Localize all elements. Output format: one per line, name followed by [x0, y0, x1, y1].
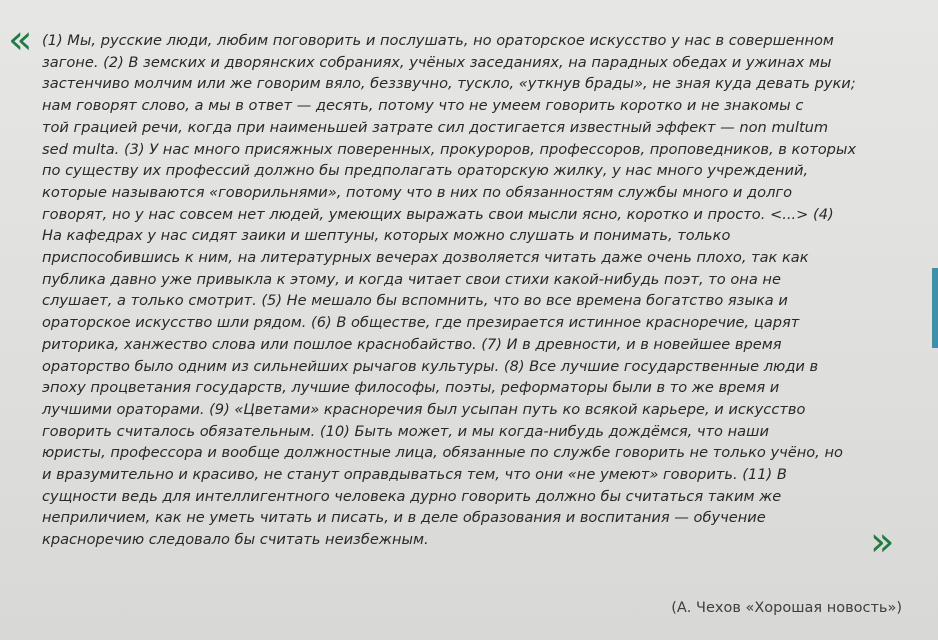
text-line: публика давно уже привыкла к этому, и когда читает свои стихи какой-нибудь поэт, то она не	[42, 270, 781, 288]
close-quote-mark: »	[870, 519, 895, 565]
text-line: неприличием, как не уметь читать и писать, и в деле образования и воспитания — обучение	[42, 509, 766, 527]
text-line: юристы, профессора и вообще должностные лица, обязанные по службе говорить не только учёно, но	[42, 444, 843, 462]
text-line: говорить считалось обязательным. (10) Быть может, и мы когда-нибудь дождёмся, что наши	[42, 422, 769, 440]
text-line: которые называются «говорильнями», потому что в них по обязанностям службы много и долго	[42, 183, 793, 201]
text-line: слушает, а только смотрит. (5) Не мешало бы вспомнить, что во все времена богатство языка и	[42, 292, 788, 310]
text-line: по существу их профессий должно бы предполагать ораторскую жилку, у нас много учреждений,	[42, 162, 809, 180]
text-line: красноречию следовало бы считать неизбежным.	[42, 531, 429, 549]
text-line: сущности ведь для интеллигентного человека дурно говорить должно бы считаться таким же	[42, 487, 782, 505]
open-quote-mark: «	[8, 17, 33, 63]
text-line: говорят, но у нас совсем нет людей, умеющих выражать свои мысли ясно, коротко и просто. <...> (4)	[42, 205, 834, 223]
text-line: риторика, ханжество слова или пошлое краснобайство. (7) И в древности, и в новейшее время	[42, 335, 782, 353]
text-line: На кафедрах у нас сидят заики и шептуны, которых можно слушать и понимать, только	[42, 227, 731, 245]
text-line: застенчиво молчим или же говорим вяло, беззвучно, тускло, «уткнув брады», не зная куда девать руки;	[42, 75, 856, 93]
text-line: той грацией речи, когда при наименьшей затрате сил достигается известный эффект — non multum	[42, 118, 829, 136]
side-scroll-accent	[932, 268, 938, 348]
text-line: и вразумительно и красиво, не станут оправдываться тем, что они «не умеют» говорить. (11) В	[42, 466, 787, 484]
text-line: загоне. (2) В земских и дворянских собраниях, учёных заседаниях, на парадных обедах и ужинах мы	[42, 53, 832, 71]
text-line: sed multa. (3) У нас много присяжных поверенных, прокуроров, профессоров, проповедников, в которых	[42, 140, 857, 158]
text-line: приспособившись к ним, на литературных вечерах дозволяется читать даже очень плохо, так как	[42, 249, 809, 267]
text-line: (1) Мы, русские люди, любим поговорить и послушать, но ораторское искусство у нас в совершенном	[42, 32, 834, 49]
quote-source: (А. Чехов «Хорошая новость»)	[671, 600, 902, 616]
text-line: нам говорят слово, а мы в ответ — десять, потому что не умеем говорить коротко и не знакомы с	[42, 97, 804, 115]
text-line: эпоху процветания государств, лучшие философы, поэты, реформаторы были в то же время и	[42, 379, 780, 397]
text-line: лучшими ораторами. (9) «Цветами» красноречия был усыпан путь ко всякой карьере, и искусство	[42, 400, 806, 418]
quote-text	[42, 30, 872, 551]
text-line: ораторство было одним из сильнейших рычагов культуры. (8) Все лучшие государственные люди в	[42, 357, 819, 375]
text-line: ораторское искусство шли рядом. (6) В обществе, где презирается истинное красноречие, царят	[42, 314, 800, 332]
